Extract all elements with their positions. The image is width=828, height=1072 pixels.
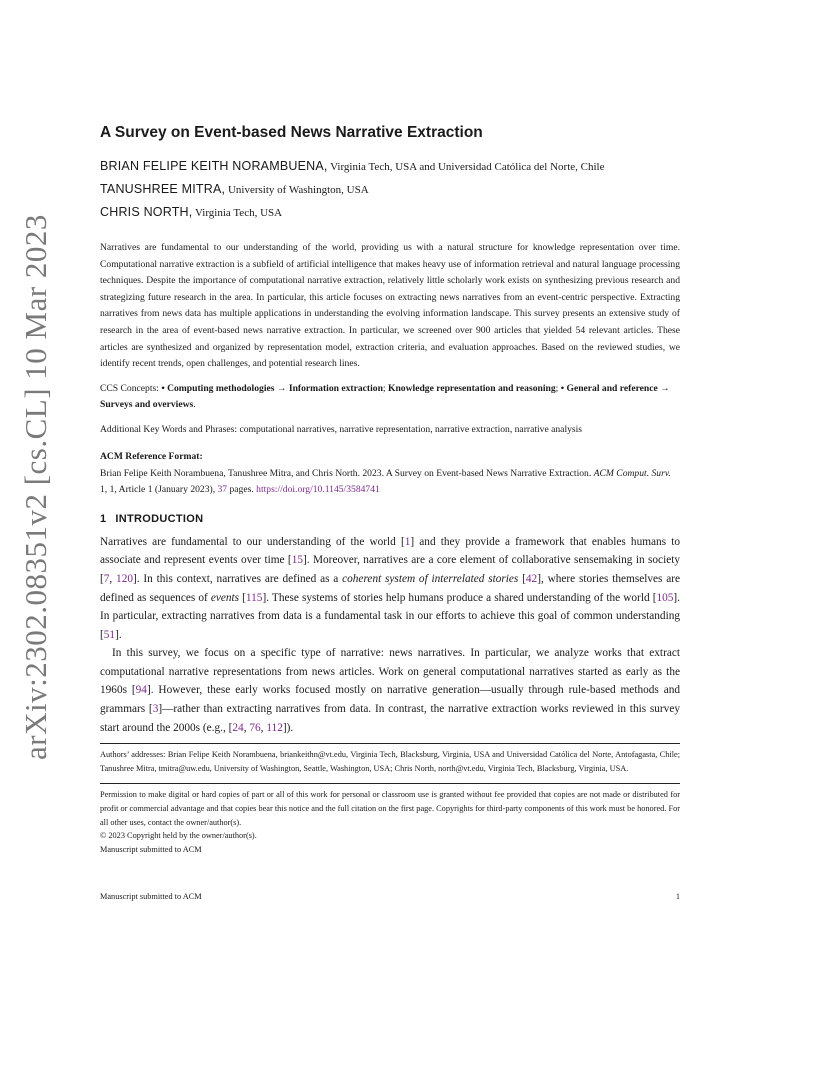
body-text: ]. These systems of stories help humans produce a shared understanding of the world [ <box>262 591 657 604</box>
citation-link[interactable]: 3 <box>152 703 159 716</box>
citation-link[interactable]: 115 <box>245 591 263 604</box>
body-text: ]—rather than extracting narratives from data. In contrast, the narrative extraction works reviewed in this survey start around the 2000s (e.g., [ <box>100 703 680 734</box>
ccs-separator: ; <box>555 382 561 394</box>
ccs-prefix: CCS Concepts: <box>100 382 162 394</box>
authors-addresses-footnote: Authors’ addresses: Brian Felipe Keith Norambuena, briankeithn@vt.edu, Virginia Tech, Blacksburg, Virginia, USA and Universidad Católica del Norte, Antofagasta, Chile; Tanushree Mitra, tmitra@uw.edu, University of Washington, Seattle, Washington, USA; Chris North, north@vt.edu, Virginia Tech, Blacksburg, Virginia, USA. <box>100 750 680 773</box>
paper-title: A Survey on Event-based News Narrative Extraction <box>100 124 483 141</box>
ccs-concept-2: Knowledge representation and reasoning <box>388 382 556 394</box>
citation-link[interactable]: 76 <box>249 721 261 734</box>
acm-ref-text: Brian Felipe Keith Norambuena, Tanushree Mitra, and Chris North. 2023. A Survey on Event-based News Narrative Extraction. <box>100 467 594 479</box>
section-number: 1 <box>100 512 107 525</box>
body-text: [ <box>239 591 246 604</box>
page-number: 1 <box>675 892 680 901</box>
body-text: ], where stories themselves are defined as sequences of <box>100 572 681 604</box>
emphasis-text: events <box>210 591 240 604</box>
author-line <box>100 158 680 176</box>
citation-link[interactable]: 51 <box>103 628 116 641</box>
acm-ref-text: pages. <box>227 484 257 496</box>
body-text: [ <box>518 572 526 585</box>
ccs-concepts <box>100 381 680 414</box>
author-line <box>100 181 680 199</box>
copyright-line: © 2023 Copyright held by the owner/author(s). <box>100 831 257 841</box>
body-text: , <box>243 721 250 734</box>
citation-link[interactable]: 42 <box>525 572 538 585</box>
body-text: , <box>260 721 267 734</box>
author-affiliation: Virginia Tech, USA <box>192 207 283 219</box>
author-line <box>100 204 680 222</box>
citation-link[interactable]: 112 <box>266 721 283 734</box>
arxiv-stamp: arXiv:2302.08351v2 [cs.CL] 10 Mar 2023 <box>18 214 53 760</box>
citation-link[interactable]: 94 <box>135 684 147 697</box>
abstract: Narratives are fundamental to our understanding of the world, providing us with a natural structure for knowledge representation over time. Computational narrative extraction is a subfield of artificial intelligence that makes heavy use of information retrieval and natural language processing techniques. Despite the importance of computational narrative extraction, relatively little scholarly work exists on synthesizing previous research and strategizing future research in the area. In particular, this article focuses on extracting news narratives from an event-centric perspective. Extracting narratives from news data has multiple applications in understanding the evolving information landscape. This survey presents an extensive study of research in the area of event-based news narrative extraction. In particular, we screened over 900 articles that yielded 54 relevant articles. These articles are synthesized and organized by representation model, extraction criteria, and evaluation approaches. Based on the reviewed studies, we identify recent trends, open challenges, and potential research lines. <box>100 242 680 370</box>
body-text: In this survey, we focus on a specific type of narrative: news narratives. In particular, we analyze works that extract computational narrative representations from news articles. Work on general computational narratives started as early as the 1960s [ <box>100 647 680 697</box>
ccs-end: . <box>193 399 196 411</box>
body-text: ]. In this context, narratives are defined as a <box>133 572 343 585</box>
body-text: ]). <box>282 721 294 734</box>
page-content <box>100 124 680 856</box>
acm-reference-heading: ACM Reference Format: <box>100 450 203 462</box>
acm-ref-text: 1, 1, Article 1 (January 2023), <box>100 484 218 496</box>
acm-reference <box>100 466 680 499</box>
citation-link[interactable]: 1 <box>404 535 411 548</box>
acm-ref-journal: ACM Comput. Surv. <box>593 467 671 479</box>
author-name: TANUSHREE MITRA, <box>100 182 226 196</box>
section-heading <box>100 513 680 525</box>
page-count-link[interactable]: 37 <box>217 484 228 496</box>
body-text: ]. In particular, extracting narratives from data is a fundamental task in our efforts to achieve this goal of common understanding [ <box>100 591 680 641</box>
body-text: ]. Moreover, narratives are a core element of collaborative sensemaking in society [ <box>100 554 681 585</box>
ccs-concept-1: • Computing methodologies → Information extraction <box>161 382 383 394</box>
intro-paragraph-2 <box>100 644 680 737</box>
keywords: Additional Key Words and Phrases: computational narratives, narrative representation, narrative extraction, narrative analysis <box>100 423 583 435</box>
footnote-divider <box>100 743 680 744</box>
citation-link[interactable]: 24 <box>232 721 244 734</box>
author-name: BRIAN FELIPE KEITH NORAMBUENA, <box>100 159 328 173</box>
permission-notice: Permission to make digital or hard copies of part or all of this work for personal or classroom use is granted without fee provided that copies are not made or distributed for profit or commercial advantage and that copies bear this notice and the full citation on the first page. Copyrights for third-party components of this work must be honored. For all other uses, contact the owner/author(s). <box>100 790 680 827</box>
citation-link[interactable]: 15 <box>291 554 303 567</box>
permission-divider <box>100 783 680 784</box>
body-text: , <box>109 572 117 585</box>
ccs-separator: ; <box>382 382 388 394</box>
body-text: ]. However, these early works focused mostly on narrative generation—usually through rule-based methods and grammars [ <box>100 684 681 716</box>
section-title: INTRODUCTION <box>115 512 204 525</box>
author-name: CHRIS NORTH, <box>100 205 193 219</box>
running-footer-left: Manuscript submitted to ACM <box>100 892 202 901</box>
ccs-concept-3: • General and reference → Surveys and overviews <box>100 382 670 411</box>
citation-link[interactable]: 7 <box>103 572 110 585</box>
doi-link[interactable]: https://doi.org/10.1145/3584741 <box>256 484 380 496</box>
author-affiliation: University of Washington, USA <box>225 184 369 196</box>
body-text: Narratives are fundamental to our understanding of the world [ <box>100 535 405 548</box>
citation-link[interactable]: 105 <box>656 591 674 604</box>
running-footer <box>100 892 680 901</box>
body-text: ]. <box>115 628 122 641</box>
citation-link[interactable]: 120 <box>116 572 133 585</box>
body-text: ] and they provide a framework that enables humans to associate and represent events over time [ <box>100 535 680 567</box>
manuscript-note: Manuscript submitted to ACM <box>100 844 202 854</box>
emphasis-text: coherent system of interrelated stories <box>342 572 519 585</box>
intro-paragraph-1 <box>100 533 680 645</box>
author-affiliation: Virginia Tech, USA and Universidad Católica del Norte, Chile <box>327 161 605 173</box>
